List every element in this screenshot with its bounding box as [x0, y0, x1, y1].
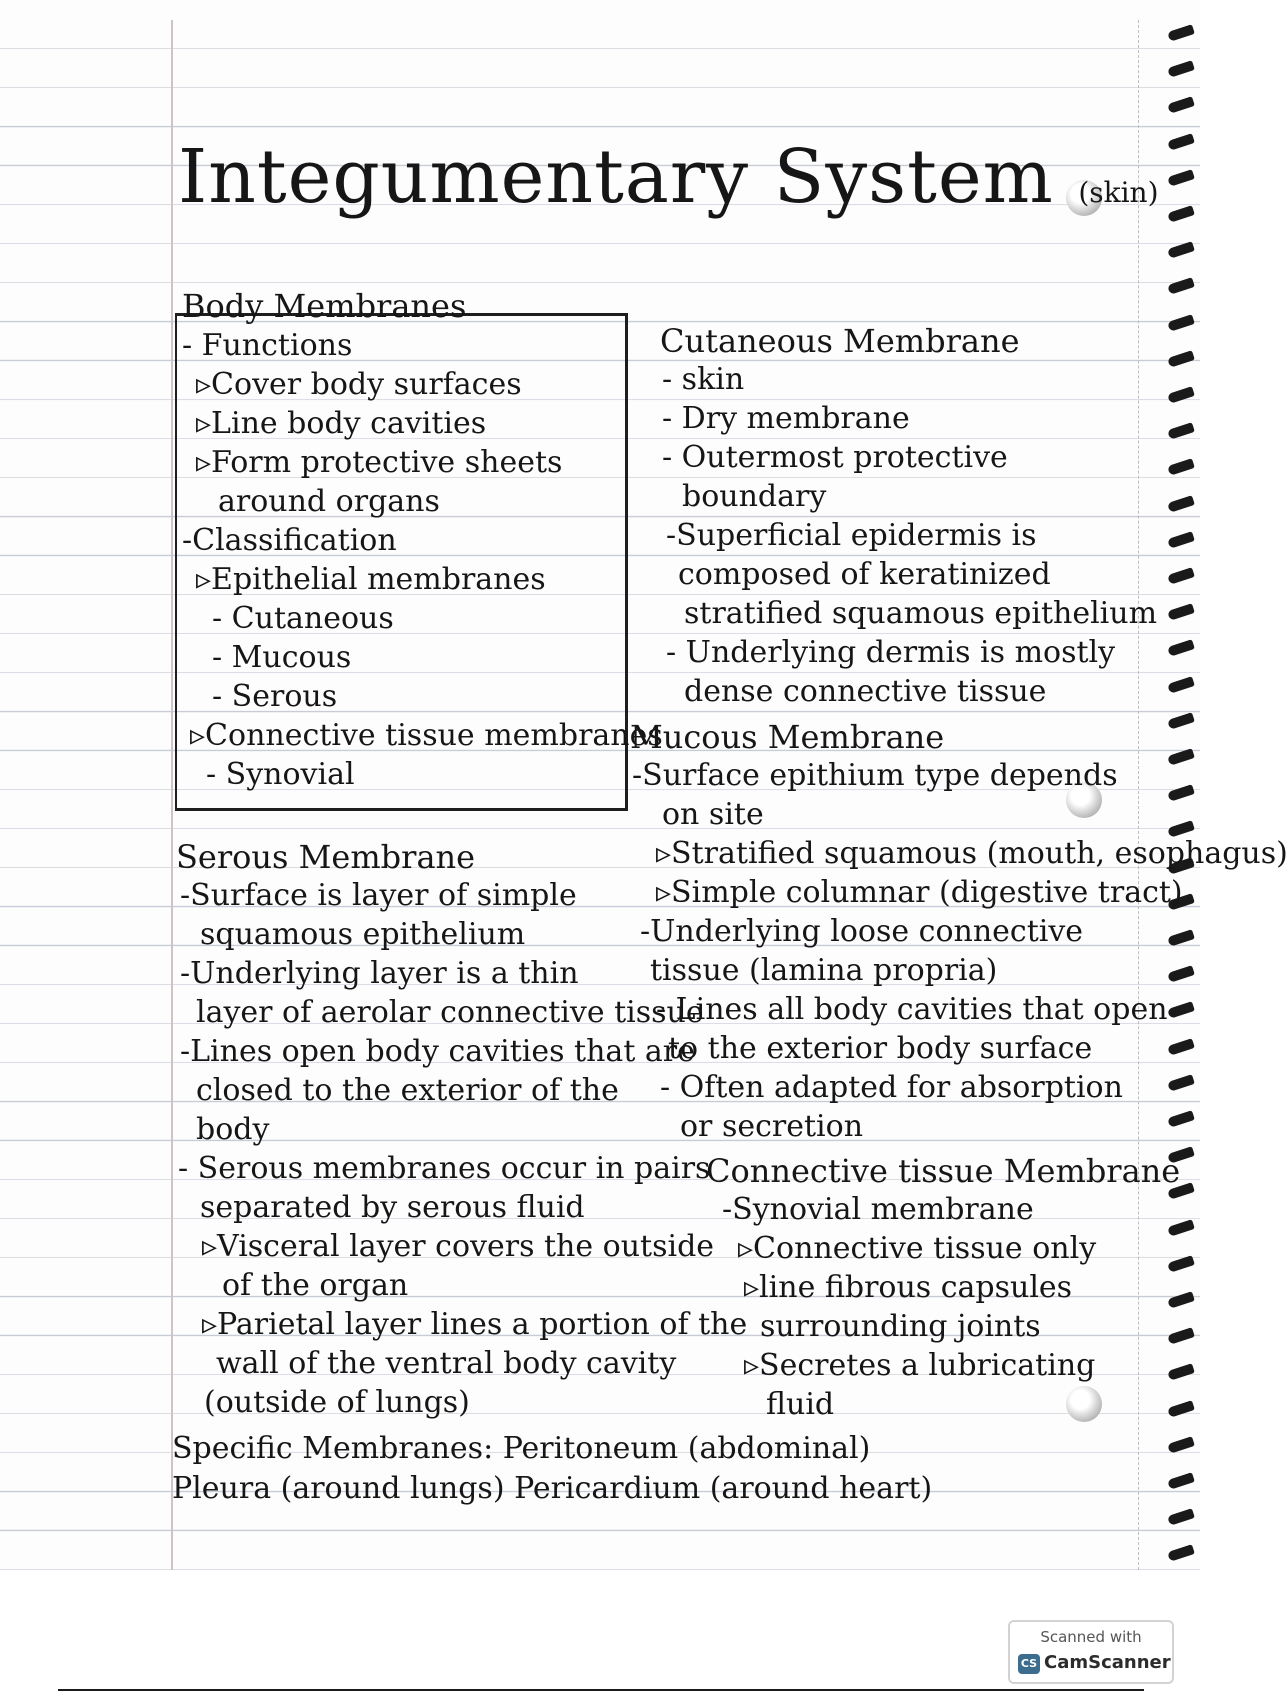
note-line: - Serous membranes occur in pairs: [178, 1151, 711, 1186]
spiral-binding: [1160, 20, 1200, 1580]
note-line: ▹Line body cavities: [196, 406, 487, 441]
camscanner-watermark: [1008, 1620, 1174, 1684]
spiral-coil: [1167, 97, 1195, 115]
note-line: -Underlying layer is a thin: [180, 956, 579, 991]
note-line: (outside of lungs): [204, 1385, 470, 1420]
note-line: ▹Visceral layer covers the outside: [202, 1229, 715, 1264]
spiral-coil: [1167, 929, 1195, 947]
spiral-coil: [1167, 1508, 1195, 1526]
spiral-coil: [1167, 1255, 1195, 1273]
note-line: - Functions: [182, 328, 353, 363]
note-line: boundary: [682, 479, 827, 514]
note-line: -Synovial membrane: [722, 1192, 1034, 1227]
spiral-coil: [1167, 459, 1195, 477]
note-line: -Superficial epidermis is: [666, 518, 1037, 553]
spiral-coil: [1167, 1110, 1195, 1128]
camscanner-logo-icon: CS: [1018, 1654, 1040, 1674]
note-line: stratified squamous epithelium: [684, 596, 1158, 631]
note-line: ▹Simple columnar (digestive tract): [656, 875, 1183, 910]
spiral-coil: [1167, 495, 1195, 513]
perforated-edge: [1138, 20, 1140, 1570]
note-line: ▹Parietal layer lines a portion of the: [202, 1307, 748, 1342]
note-line: - Dry membrane: [662, 401, 910, 436]
note-line: - Cutaneous: [212, 601, 394, 636]
spiral-coil: [1167, 531, 1195, 549]
connective-heading: Connective tissue Membrane: [706, 1152, 1181, 1190]
note-line: or secretion: [680, 1109, 864, 1144]
spiral-coil: [1167, 1436, 1195, 1454]
note-line: -Underlying loose connective: [640, 914, 1084, 949]
serous-heading: Serous Membrane: [176, 838, 476, 876]
note-line: surrounding joints: [760, 1309, 1041, 1344]
note-line: fluid: [766, 1387, 835, 1422]
spiral-coil: [1167, 784, 1195, 802]
note-line: layer of aerolar connective tissue: [196, 995, 704, 1030]
note-line: ▹Cover body surfaces: [196, 367, 522, 402]
spiral-coil: [1167, 1074, 1195, 1092]
note-line: ▹Epithelial membranes: [196, 562, 546, 597]
note-line: - Lines all body cavities that open: [656, 992, 1168, 1027]
spiral-coil: [1167, 1327, 1195, 1345]
note-line: ▹Stratified squamous (mouth, esophagus): [656, 836, 1288, 871]
note-line: - Synovial: [206, 757, 355, 792]
spiral-coil: [1167, 1545, 1195, 1563]
note-line: around organs: [218, 484, 440, 519]
watermark-brand: CamScanner: [1044, 1652, 1171, 1673]
bottom-rule: [58, 1689, 1144, 1691]
note-line: separated by serous fluid: [200, 1190, 585, 1225]
specific-membranes-line-2: Pleura (around lungs) Pericardium (around heart): [172, 1471, 933, 1506]
spiral-coil: [1167, 1291, 1195, 1309]
watermark-small-text: Scanned with: [1040, 1628, 1142, 1646]
note-line: ▹line fibrous capsules: [744, 1270, 1073, 1305]
spiral-coil: [1167, 386, 1195, 404]
note-line: tissue (lamina propria): [650, 953, 998, 988]
spiral-coil: [1167, 1400, 1195, 1418]
spiral-coil: [1167, 314, 1195, 332]
punch-hole-bottom: [1066, 1386, 1102, 1422]
note-line: on site: [662, 797, 764, 832]
spiral-coil: [1167, 241, 1195, 259]
note-line: -Surface epithium type depends: [632, 758, 1118, 793]
spiral-coil: [1167, 1002, 1195, 1020]
note-line: - Underlying dermis is mostly: [666, 635, 1116, 670]
mucous-heading: Mucous Membrane: [630, 718, 945, 756]
spiral-coil: [1167, 567, 1195, 585]
note-line: closed to the exterior of the: [196, 1073, 619, 1108]
note-line: - skin: [662, 362, 745, 397]
spiral-coil: [1167, 205, 1195, 223]
margin-line: [171, 20, 173, 1570]
title-sub: (skin): [1078, 176, 1159, 209]
spiral-coil: [1167, 1472, 1195, 1490]
note-line: ▹Connective tissue membranes: [190, 718, 663, 753]
note-line: - Outermost protective: [662, 440, 1008, 475]
note-line: - Often adapted for absorption: [660, 1070, 1123, 1105]
note-line: - Mucous: [212, 640, 352, 675]
spiral-coil: [1167, 1038, 1195, 1056]
spiral-coil: [1167, 1364, 1195, 1382]
note-line: wall of the ventral body cavity: [216, 1346, 677, 1381]
note-line: ▹Form protective sheets: [196, 445, 563, 480]
spiral-coil: [1167, 169, 1195, 187]
note-line: squamous epithelium: [200, 917, 526, 952]
spiral-coil: [1167, 278, 1195, 296]
spiral-coil: [1167, 60, 1195, 78]
spiral-coil: [1167, 603, 1195, 621]
spiral-coil: [1167, 350, 1195, 368]
spiral-coil: [1167, 422, 1195, 440]
spiral-coil: [1167, 748, 1195, 766]
body-membranes-heading: Body Membranes: [182, 287, 467, 325]
note-line: dense connective tissue: [684, 674, 1047, 709]
spiral-coil: [1167, 133, 1195, 151]
spiral-coil: [1167, 712, 1195, 730]
spiral-coil: [1167, 965, 1195, 983]
note-line: ▹Secretes a lubricating: [744, 1348, 1096, 1383]
page-title: [178, 134, 1159, 220]
note-line: body: [196, 1112, 270, 1147]
note-line: -Surface is layer of simple: [180, 878, 577, 913]
specific-membranes-line-1: Specific Membranes: Peritoneum (abdominal): [172, 1431, 871, 1466]
note-line: composed of keratinized: [678, 557, 1051, 592]
note-line: -Classification: [182, 523, 397, 558]
spiral-coil: [1167, 640, 1195, 658]
note-line: to the exterior body surface: [668, 1031, 1093, 1066]
spiral-coil: [1167, 676, 1195, 694]
spiral-coil: [1167, 1219, 1195, 1237]
cutaneous-heading: Cutaneous Membrane: [660, 322, 1020, 360]
title-main: Integumentary System: [178, 134, 1054, 220]
spiral-coil: [1167, 24, 1195, 42]
note-line: of the organ: [222, 1268, 409, 1303]
note-line: - Serous: [212, 679, 338, 714]
note-line: -Lines open body cavities that are: [180, 1034, 695, 1069]
note-line: ▹Connective tissue only: [738, 1231, 1097, 1266]
